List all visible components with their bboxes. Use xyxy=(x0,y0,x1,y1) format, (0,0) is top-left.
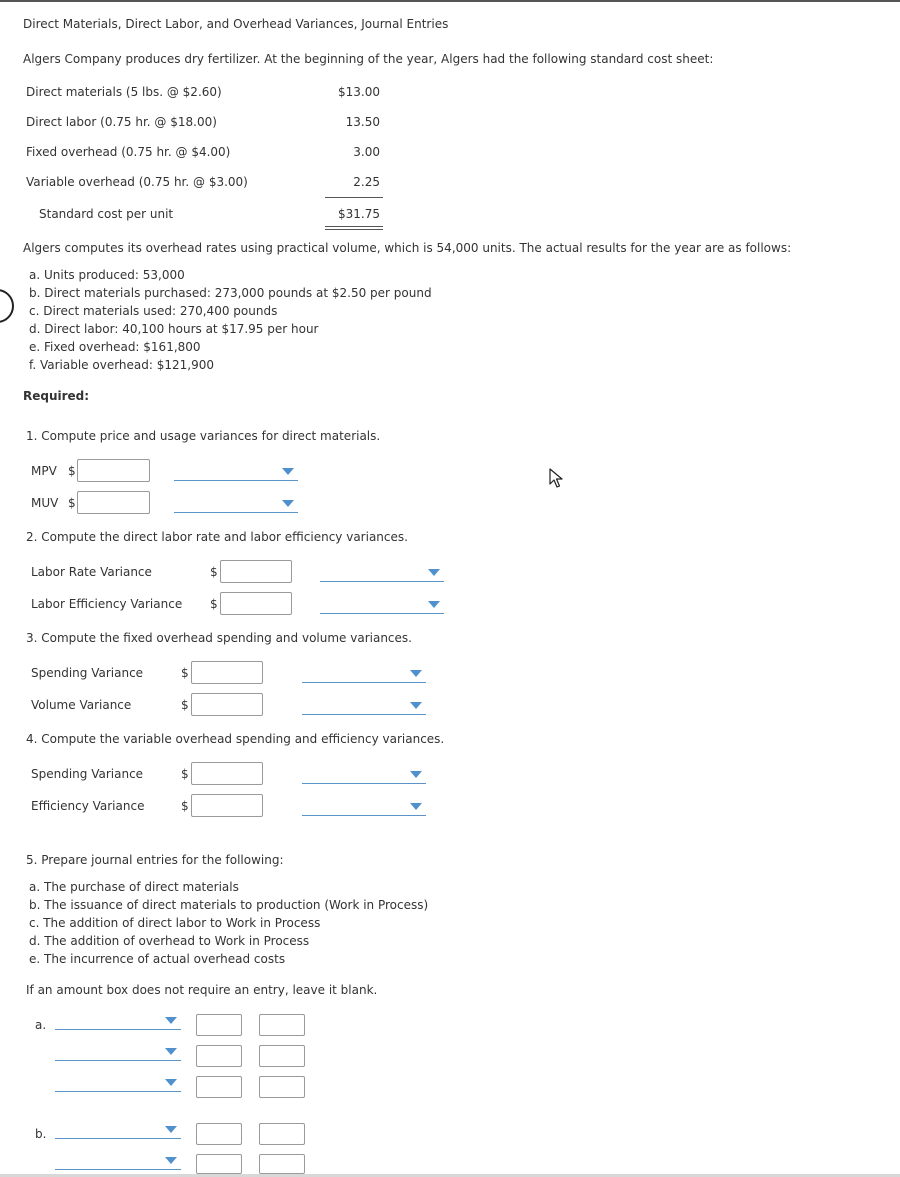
entry-a-debit-input[interactable] xyxy=(196,1076,242,1098)
entry-a-credit-input[interactable] xyxy=(259,1045,305,1067)
cost-row-label: Direct labor (0.75 hr. @ $18.00) xyxy=(26,115,217,129)
cost-row-amount: $13.00 xyxy=(338,85,380,99)
currency-sign: $ xyxy=(68,496,76,510)
entry-b-debit-input[interactable] xyxy=(196,1123,242,1145)
entry-b-credit-input[interactable] xyxy=(259,1154,305,1174)
journal-item: c. The addition of direct labor to Work in Process xyxy=(29,916,321,930)
q2-prompt: 2. Compute the direct labor rate and labor efficiency variances. xyxy=(26,530,408,544)
fixed-spending-dropdown[interactable] xyxy=(302,669,426,683)
annotation-circle xyxy=(0,289,14,323)
page-title: Direct Materials, Direct Labor, and Overhead Variances, Journal Entries xyxy=(23,17,449,31)
currency-sign: $ xyxy=(210,565,218,579)
fixed-spending-label: Spending Variance xyxy=(31,666,144,680)
entry-b-debit-input[interactable] xyxy=(196,1154,242,1174)
required-heading: Required: xyxy=(23,389,90,403)
dropdown-arrow-icon xyxy=(428,601,440,608)
variable-efficiency-dropdown[interactable] xyxy=(302,802,426,816)
entry-a-account-dropdown[interactable] xyxy=(55,1047,181,1061)
cost-row-amount: 3.00 xyxy=(353,145,380,159)
total-label: Standard cost per unit xyxy=(39,207,174,221)
currency-sign: $ xyxy=(181,799,189,813)
variable-efficiency-amount-input[interactable] xyxy=(191,794,263,817)
actual-intro: Algers computes its overhead rates using practical volume, which is 54,000 units. The actual results for the year are as follows: xyxy=(23,241,792,255)
dropdown-arrow-icon xyxy=(165,1048,177,1055)
q4-prompt: 4. Compute the variable overhead spending and efficiency variances. xyxy=(26,732,445,746)
blank-note: If an amount box does not require an entry, leave it blank. xyxy=(26,983,378,997)
mpv-label: MPV xyxy=(31,464,57,478)
muv-fav-unfav-dropdown[interactable] xyxy=(174,499,298,513)
entry-b-credit-input[interactable] xyxy=(259,1123,305,1145)
cost-row-amount: 2.25 xyxy=(353,175,380,189)
volume-variance-dropdown[interactable] xyxy=(302,701,426,715)
top-border xyxy=(0,0,900,2)
dropdown-arrow-icon xyxy=(410,702,422,709)
journal-item: b. The issuance of direct materials to production (Work in Process) xyxy=(29,898,429,912)
actual-item: f. Variable overhead: $121,900 xyxy=(29,358,215,372)
variable-efficiency-label: Efficiency Variance xyxy=(31,799,145,813)
dropdown-arrow-icon xyxy=(410,771,422,778)
variable-spending-dropdown[interactable] xyxy=(302,770,426,784)
entry-b-label: b. xyxy=(35,1127,47,1141)
entry-a-label: a. xyxy=(35,1018,47,1032)
entry-b-account-dropdown[interactable] xyxy=(55,1125,181,1139)
labor-rate-label: Labor Rate Variance xyxy=(31,565,152,579)
actual-item: c. Direct materials used: 270,400 pounds xyxy=(29,304,278,318)
intro-text: Algers Company produces dry fertilizer. At the beginning of the year, Algers had the following standard cost sheet: xyxy=(23,52,714,66)
currency-sign: $ xyxy=(181,767,189,781)
volume-variance-label: Volume Variance xyxy=(31,698,132,712)
entry-a-debit-input[interactable] xyxy=(196,1014,242,1036)
q1-prompt: 1. Compute price and usage variances for direct materials. xyxy=(26,429,381,443)
q5-prompt: 5. Prepare journal entries for the following: xyxy=(26,853,284,867)
dropdown-arrow-icon xyxy=(165,1079,177,1086)
cost-row-amount: 13.50 xyxy=(345,115,380,129)
entry-a-account-dropdown[interactable] xyxy=(55,1078,181,1092)
cost-row-label: Direct materials (5 lbs. @ $2.60) xyxy=(26,85,222,99)
currency-sign: $ xyxy=(68,464,76,478)
total-amount: $31.75 xyxy=(338,207,380,221)
labor-rate-amount-input[interactable] xyxy=(220,560,292,583)
entry-a-account-dropdown[interactable] xyxy=(55,1016,181,1030)
dropdown-arrow-icon xyxy=(165,1126,177,1133)
muv-label: MUV xyxy=(31,496,59,510)
actual-item: b. Direct materials purchased: 273,000 pounds at $2.50 per pound xyxy=(29,286,432,300)
entry-a-debit-input[interactable] xyxy=(196,1045,242,1067)
currency-sign: $ xyxy=(210,597,218,611)
labor-rate-dropdown[interactable] xyxy=(320,568,444,582)
entry-a-credit-input[interactable] xyxy=(259,1076,305,1098)
labor-efficiency-label: Labor Efficiency Variance xyxy=(31,597,183,611)
subtotal-rule xyxy=(325,197,383,198)
cost-row-label: Variable overhead (0.75 hr. @ $3.00) xyxy=(26,175,248,189)
muv-amount-input[interactable] xyxy=(77,491,150,514)
mpv-amount-input[interactable] xyxy=(77,459,150,482)
labor-efficiency-amount-input[interactable] xyxy=(220,592,292,615)
entry-b-account-dropdown[interactable] xyxy=(55,1156,181,1170)
journal-item: a. The purchase of direct materials xyxy=(29,880,239,894)
journal-item: d. The addition of overhead to Work in Process xyxy=(29,934,310,948)
dropdown-arrow-icon xyxy=(428,569,440,576)
dropdown-arrow-icon xyxy=(165,1157,177,1164)
currency-sign: $ xyxy=(181,666,189,680)
dropdown-arrow-icon xyxy=(165,1017,177,1024)
currency-sign: $ xyxy=(181,698,189,712)
actual-item: e. Fixed overhead: $161,800 xyxy=(29,340,201,354)
fixed-spending-amount-input[interactable] xyxy=(191,661,263,684)
total-double-rule xyxy=(325,226,383,230)
actual-item: d. Direct labor: 40,100 hours at $17.95 per hour xyxy=(29,322,319,336)
dropdown-arrow-icon xyxy=(282,468,294,475)
volume-variance-amount-input[interactable] xyxy=(191,693,263,716)
journal-item: e. The incurrence of actual overhead costs xyxy=(29,952,286,966)
labor-efficiency-dropdown[interactable] xyxy=(320,600,444,614)
mpv-fav-unfav-dropdown[interactable] xyxy=(174,467,298,481)
actual-item: a. Units produced: 53,000 xyxy=(29,268,185,282)
entry-a-credit-input[interactable] xyxy=(259,1014,305,1036)
q3-prompt: 3. Compute the fixed overhead spending and volume variances. xyxy=(26,631,412,645)
cost-row-label: Fixed overhead (0.75 hr. @ $4.00) xyxy=(26,145,231,159)
dropdown-arrow-icon xyxy=(410,670,422,677)
mouse-cursor-icon xyxy=(549,468,563,488)
variable-spending-label: Spending Variance xyxy=(31,767,144,781)
dropdown-arrow-icon xyxy=(410,803,422,810)
dropdown-arrow-icon xyxy=(282,500,294,507)
variable-spending-amount-input[interactable] xyxy=(191,762,263,785)
